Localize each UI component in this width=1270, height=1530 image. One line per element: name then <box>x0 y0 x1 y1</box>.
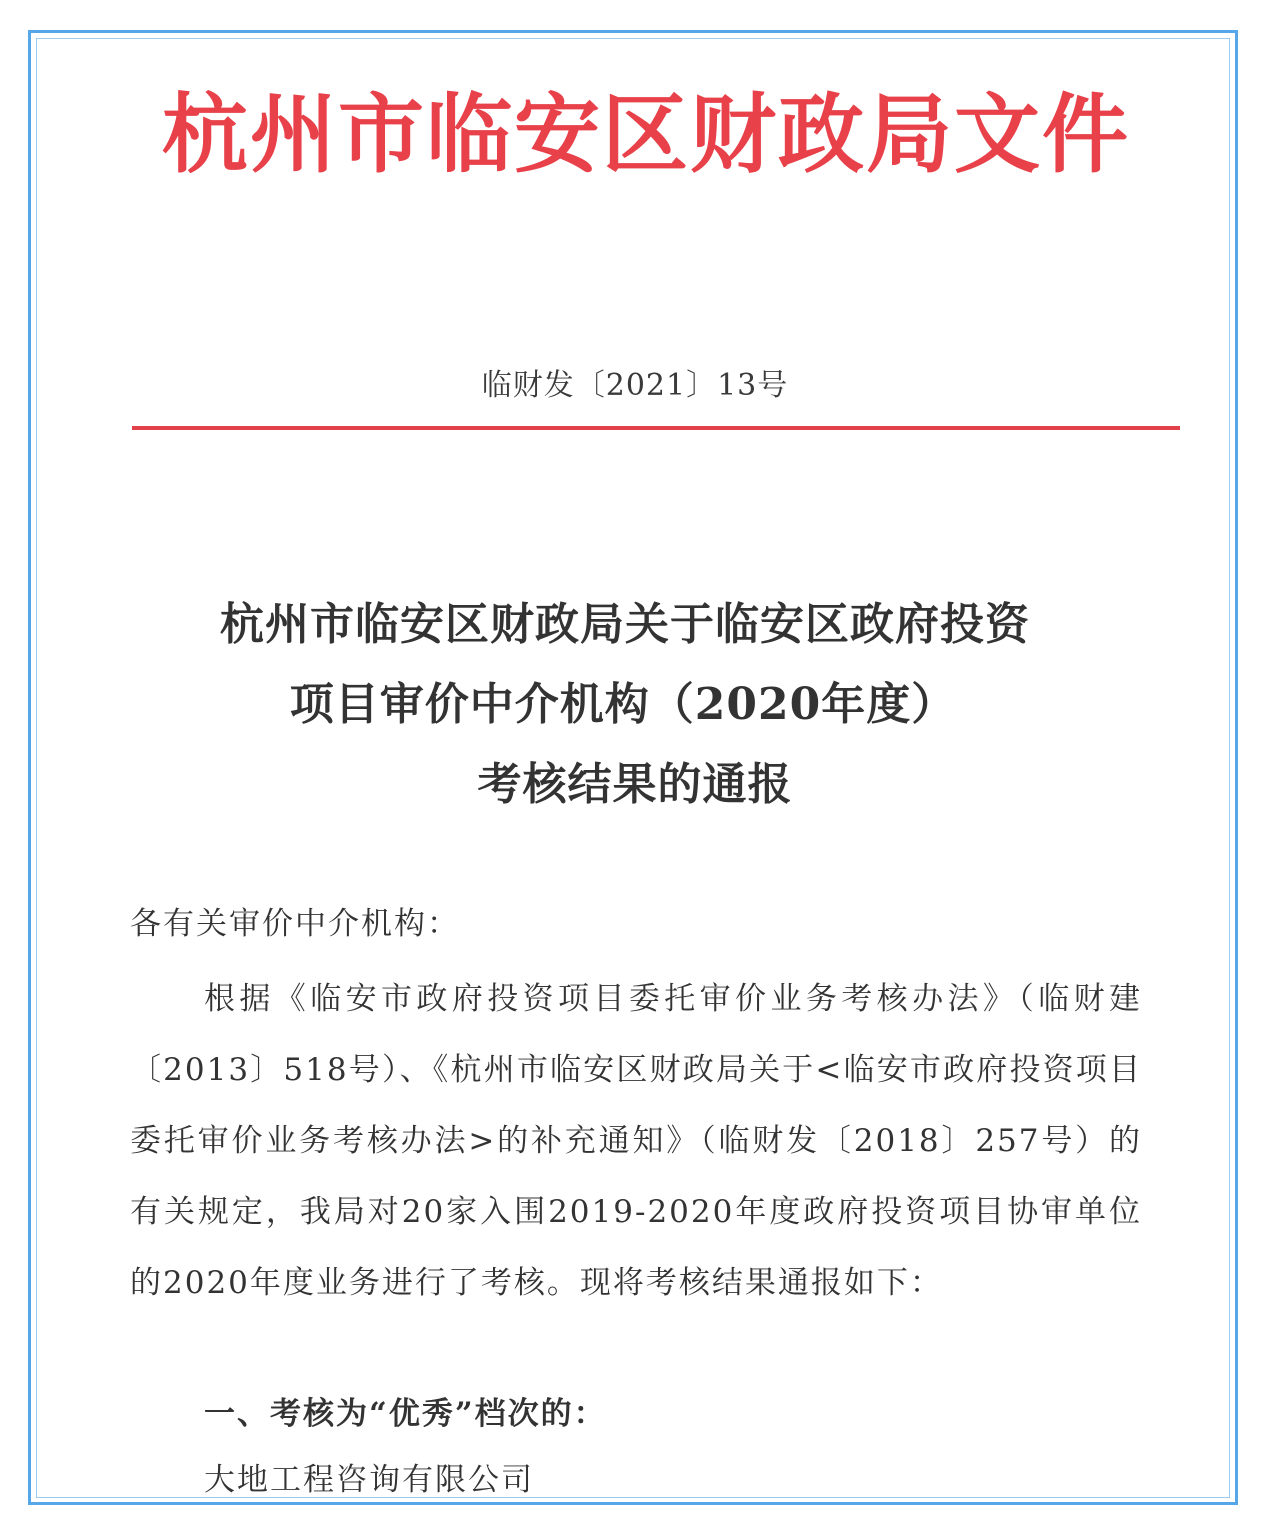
document-masthead: 杭州市临安区财政局文件 <box>162 84 1130 185</box>
company-list-item: 大地工程咨询有限公司 <box>204 1462 534 1498</box>
red-separator-line <box>132 426 1180 430</box>
title-line-3: 考核结果的通报 <box>477 759 793 810</box>
section-heading-excellent: 一、考核为“优秀”档次的： <box>204 1396 607 1432</box>
body-paragraph: 根据《临安市政府投资项目委托审价业务考核办法》（临财建〔2013〕518号）、《杭州市临安区财政局关于<临安市政府投资项目委托审价业务考核办法>的补充通知》（临财发〔2018〕257号）的有关规定，我局对20家入围2019-2020年度政府投资项目协审单位的2020年度业务进行了考核。现将考核结果通报如下： <box>130 981 1142 1301</box>
document-number: 临财发〔2021〕13号 <box>481 368 789 403</box>
title-line-1: 杭州市临安区财政局关于临安区政府投资 <box>220 599 1030 650</box>
title-line-2: 项目审价中介机构（2020年度） <box>289 679 957 730</box>
salutation: 各有关审价中介机构： <box>130 906 460 942</box>
